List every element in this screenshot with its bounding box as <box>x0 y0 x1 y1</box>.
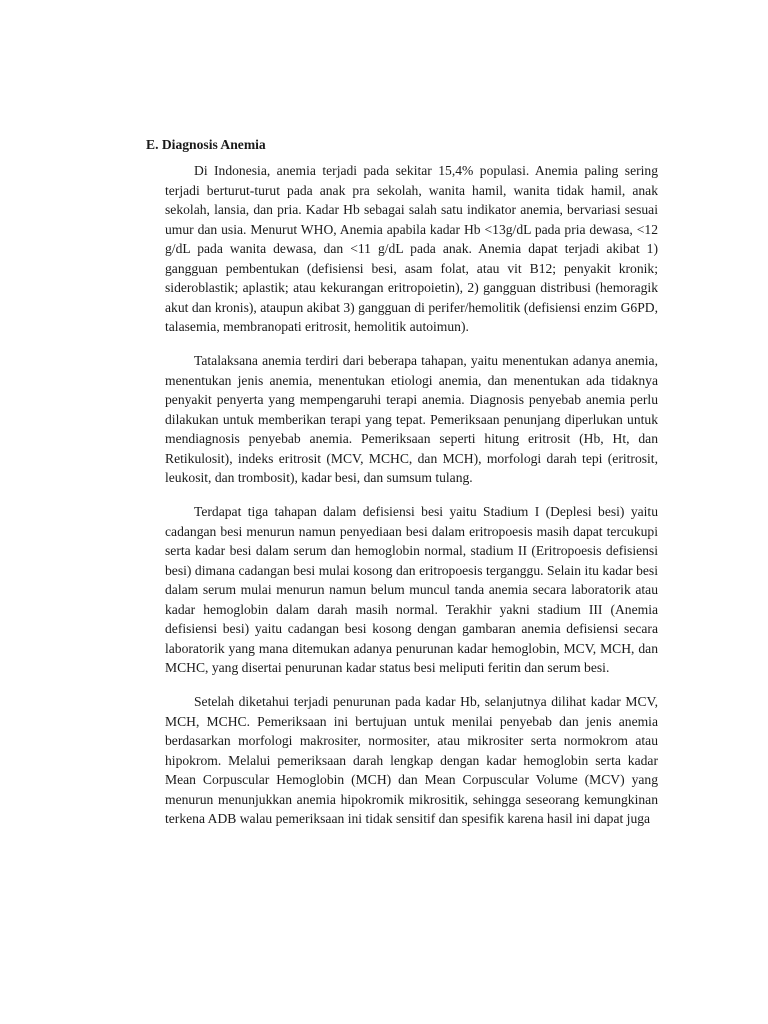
paragraph-prevalence: Di Indonesia, anemia terjadi pada sekitar 15,4% populasi. Anemia paling sering terjadi berturut-turut pada anak pra sekolah, wanita hamil, wanita tidak hamil, anak sekolah, lansia, dan pria. Kadar Hb sebagai salah satu indikator anemia, bervariasi sesuai umur dan usia. Menurut WHO, Anemia apabila kadar Hb <13g/dL pada pria dewasa, <12 g/dL pada wanita dewasa, dan <11 g/dL pada anak. Anemia dapat terjadi akibat 1) gangguan pembentukan (defisiensi besi, asam folat, atau vit B12; penyakit kronik; sideroblastik; aplastik; atau kekurangan eritropoietin), 2) gangguan distribusi (hemoragik akut dan kronis), ataupun akibat 3) gangguan di perifer/hemolitik (defisiensi enzim G6PD, talasemia, membranopati eritrosit, hemolitik autoimun). <box>165 163 658 334</box>
paragraph-iron-deficiency-stages: Terdapat tiga tahapan dalam defisiensi besi yaitu Stadium I (Deplesi besi) yaitu cadangan besi menurun namun penyediaan besi dalam eritropoesis masih dapat tercukupi serta kadar besi dalam serum dan hemoglobin normal, stadium II (Eritropoesis defisiensi besi) dimana cadangan besi mulai kosong dan eritropoesis terganggu. Selain itu kadar besi dalam serum mulai menurun namun belum muncul tanda anemia secara laboratorik atau kadar hemoglobin dalam darah masih normal. Terakhir yakni stadium III (Anemia defisiensi besi) yaitu cadangan besi kosong dengan gambaran anemia defisiensi secara laboratorik yang mana ditemukan adanya penurunan kadar hemoglobin, MCV, MCH, dan MCHC, yang disertai penurunan kadar status besi meliputi feritin dan serum besi. <box>165 504 658 675</box>
paragraph-red-cell-indices: Setelah diketahui terjadi penurunan pada kadar Hb, selanjutnya dilihat kadar MCV, MCH, MCHC. Pemeriksaan ini bertujuan untuk menilai penyebab dan jenis anemia berdasarkan morfologi makrositer, normositer, atau mikrositer serta normokrom atau hipokrom. Melalui pemeriksaan darah lengkap dengan kadar hemoglobin serta kadar Mean Corpuscular Hemoglobin (MCH) dan Mean Corpuscular Volume (MCV) yang menurun menunjukkan anemia hipokromik mikrositik, sehingga seseorang kemungkinan terkena ADB walau pemeriksaan ini tidak sensitif dan spesifik karena hasil ini dapat juga <box>165 694 658 826</box>
section-body <box>165 161 658 829</box>
section-anemia-diagnosis <box>146 135 658 829</box>
paragraph-management: Tatalaksana anemia terdiri dari beberapa tahapan, yaitu menentukan adanya anemia, menentukan jenis anemia, menentukan etiologi anemia, dan menentukan ada tidaknya penyakit penyerta yang mempengaruhi terapi anemia. Diagnosis penyebab anemia perlu dilakukan untuk memberikan terapi yang tepat. Pemeriksaan penunjang diperlukan untuk mendiagnosis penyebab anemia. Pemeriksaan seperti hitung eritrosit (Hb, Ht, dan Retikulosit), indeks eritrosit (MCV, MCHC, dan MCH), morfologi darah tepi (eritrosit, leukosit, dan trombosit), kadar besi, dan sumsum tulang. <box>165 353 658 485</box>
section-heading: E. Diagnosis Anemia <box>146 137 266 152</box>
